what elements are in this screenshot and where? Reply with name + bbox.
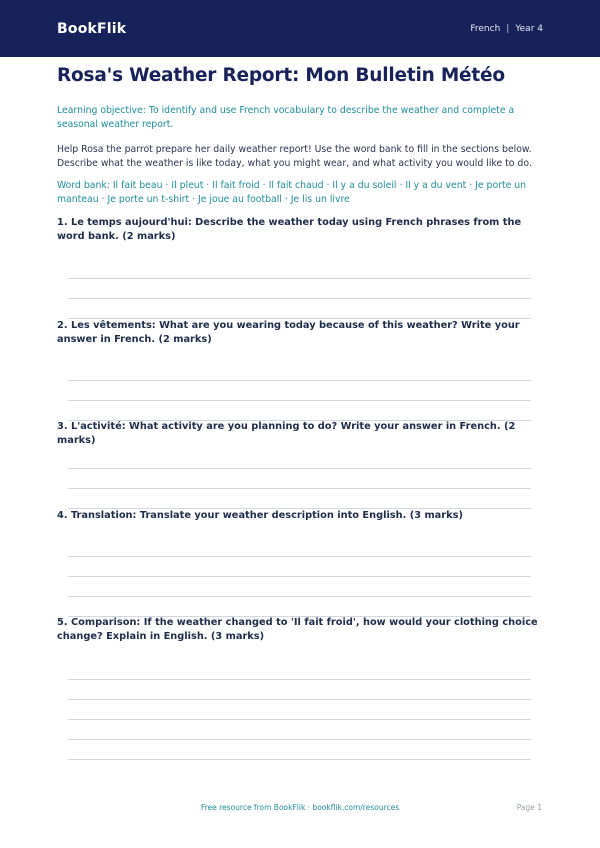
footer-link[interactable]: Free resource from BookFlik · bookflik.com/resources <box>200 803 400 812</box>
answer-line[interactable] <box>68 380 531 381</box>
page-footer <box>0 803 600 815</box>
answer-line[interactable] <box>68 679 531 680</box>
question-2: 2. Les vêtements: What are you wearing today because of this weather? Write your answer in French. (2 marks) <box>57 320 520 345</box>
answer-line[interactable] <box>68 739 531 740</box>
answer-line[interactable] <box>68 759 531 760</box>
instructions: Help Rosa the parrot prepare her daily weather report! Use the word bank to fill in the sections below. Describe what the weather is like today, what you might wear, and what activity you would like to do. <box>57 144 532 169</box>
answer-line[interactable] <box>68 576 531 577</box>
answer-line[interactable] <box>68 400 531 401</box>
answer-line[interactable] <box>68 468 531 469</box>
learning-objective: Learning objective: To identify and use French vocabulary to describe the weather and complete a seasonal weather report. <box>57 105 515 130</box>
answer-line[interactable] <box>68 298 531 299</box>
header-meta <box>470 24 543 34</box>
question-4: 4. Translation: Translate your weather description into English. (3 marks) <box>57 510 463 521</box>
question-3: 3. L'activité: What activity are you planning to do? Write your answer in French. (2 marks) <box>57 421 516 446</box>
answer-line[interactable] <box>68 596 531 597</box>
header-bar <box>0 0 600 57</box>
answer-line[interactable] <box>68 699 531 700</box>
subject-label: French <box>470 23 501 34</box>
answer-line[interactable] <box>68 278 531 279</box>
page-number: Page 1 <box>516 803 542 812</box>
meta-separator: | <box>506 23 510 34</box>
worksheet-intro <box>57 65 543 207</box>
year-label: Year 4 <box>515 23 543 34</box>
word-bank: Word bank: Il fait beau · Il pleut · Il fait froid · Il fait chaud · Il y a du soleil · Il y a du vent · Je porte un manteau · Je porte un t-shirt · Je joue au football · Je lis un livre <box>57 180 527 205</box>
answer-line[interactable] <box>68 488 531 489</box>
answer-line[interactable] <box>68 556 531 557</box>
brand-logo[interactable]: BookFlik <box>57 20 127 37</box>
answer-line[interactable] <box>68 719 531 720</box>
question-1: 1. Le temps aujourd'hui: Describe the weather today using French phrases from the word bank. (2 marks) <box>57 217 522 242</box>
page-title: Rosa's Weather Report: Mon Bulletin Météo <box>57 65 505 86</box>
question-5: 5. Comparison: If the weather changed to 'Il fait froid', how would your clothing choice change? Explain in English. (3 marks) <box>57 617 538 642</box>
